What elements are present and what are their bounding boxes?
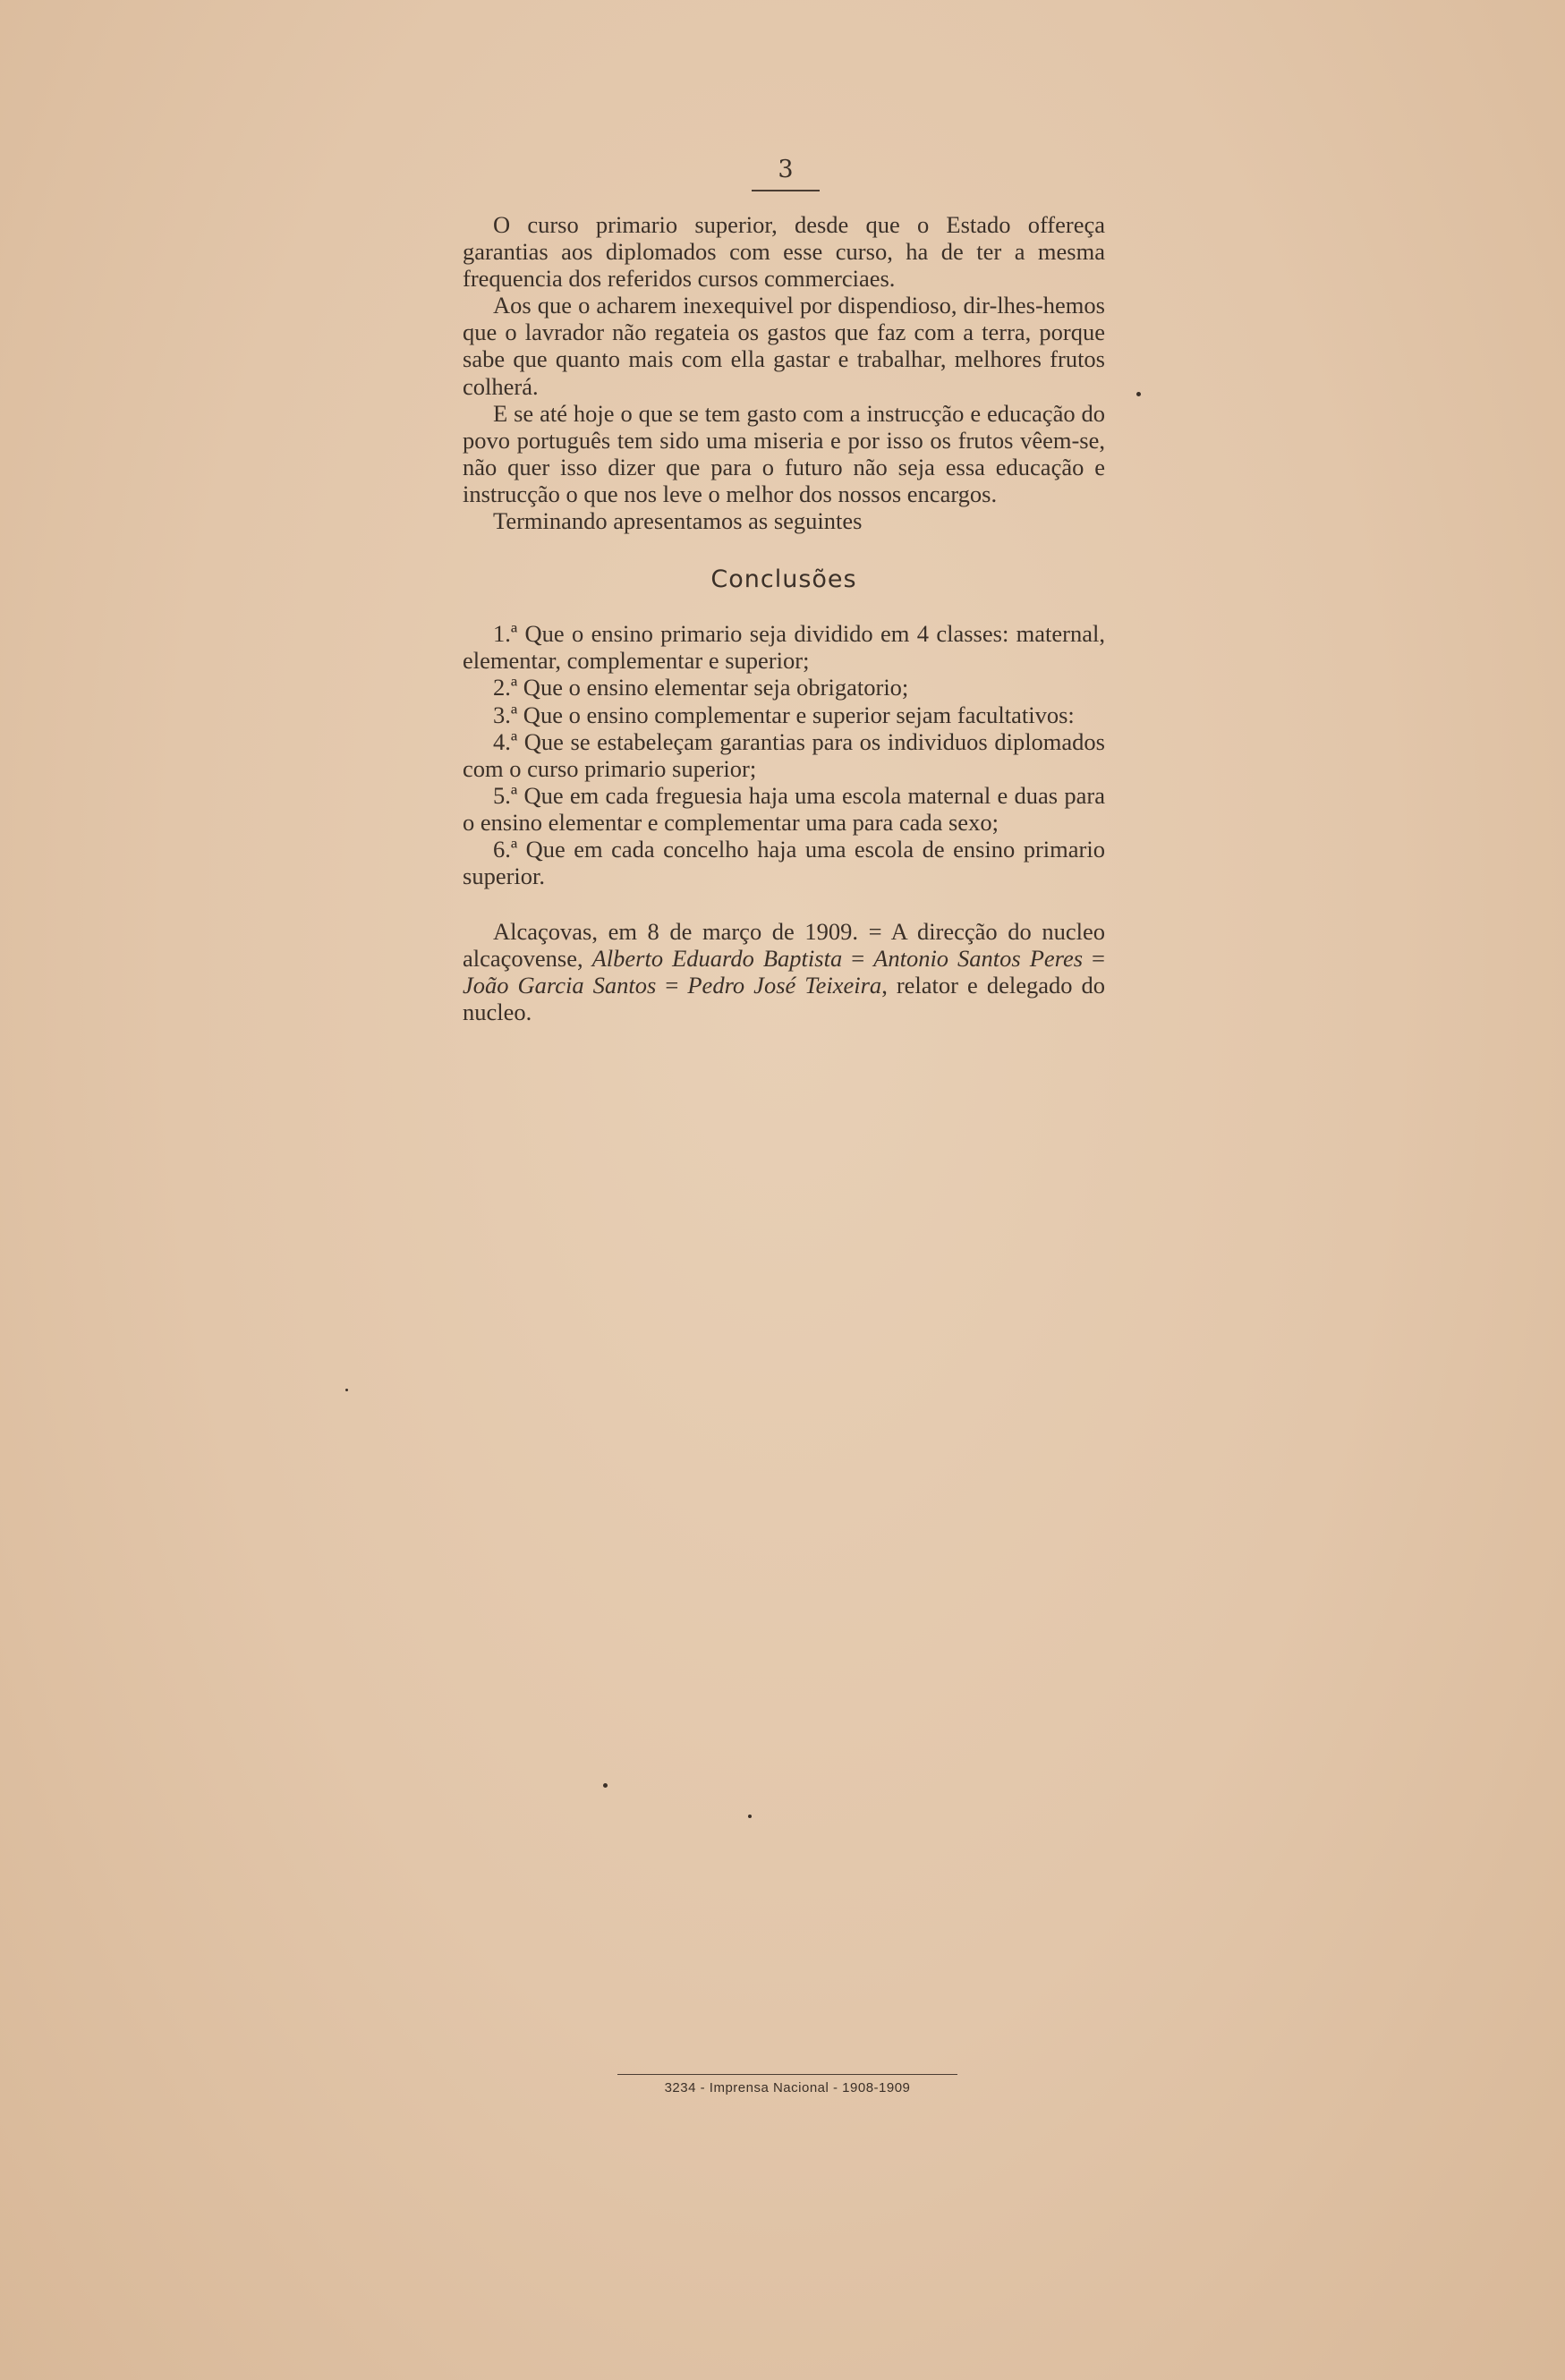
signatory-1: Alberto Eduardo Baptista — [591, 945, 843, 973]
signature-separator: = — [842, 945, 874, 973]
main-text — [463, 211, 1105, 1026]
conclusion-1: 1.ª Que o ensino primario seja dividido em 4 classes: maternal, elementar, complementar e superior; — [463, 620, 1105, 675]
signatory-2: Antonio Santos Peres — [873, 945, 1084, 973]
signature-outro: , relator e delegado do nucleo. — [463, 972, 1106, 1026]
conclusion-2: 2.ª Que o ensino elementar seja obrigatorio; — [493, 674, 909, 701]
paper-speck — [345, 1389, 348, 1391]
conclusion-4: 4.ª Que se estabeleçam garantias para os individuos diplomados com o curso primario superior; — [463, 727, 1105, 782]
section-heading: Conclusões — [710, 565, 857, 594]
signatory-4: Pedro José Teixeira — [687, 972, 882, 999]
conclusion-3: 3.ª Que o ensino complementar e superior sejam facultativos: — [493, 701, 1075, 728]
paragraph-1: O curso primario superior, desde que o Estado offereça garantias aos diplomados com esse curso, ha de ter a mesma frequencia dos referidos cursos commerciaes. — [463, 211, 1105, 293]
signature-separator: = — [1083, 945, 1105, 973]
conclusion-6: 6.ª Que em cada concelho haja uma escola de ensino primario superior. — [463, 835, 1105, 890]
paper-speck — [1136, 392, 1141, 396]
footer-rule — [617, 2074, 957, 2075]
page-number: 3 — [752, 154, 820, 191]
paper-speck — [748, 1815, 752, 1818]
paper-speck — [603, 1783, 608, 1788]
signature-intro: Alcaçovas, em 8 de março de 1909. = A direcção do nucleo alcaçovense, — [463, 918, 1105, 973]
signature-block — [463, 918, 1105, 1025]
paragraph-2: Aos que o acharem inexequivel por dispendioso, dir-lhes-hemos que o lavrador não regateia os gastos que faz com a terra, porque sabe que quanto mais com ella gastar e trabalhar, melhores frutos colherá. — [463, 292, 1105, 400]
paragraph-3: E se até hoje o que se tem gasto com a instrucção e educação do povo português tem sido uma miseria e por isso os frutos vêem-se, não quer isso dizer que para o futuro não seja essa educação e instrucção o que nos leve o melhor dos nossos encargos. — [463, 399, 1105, 507]
paragraph-4: Terminando apresentamos as seguintes — [493, 507, 863, 535]
signature-separator: = — [656, 972, 688, 999]
signatory-3: João Garcia Santos — [463, 972, 657, 999]
printer-footer: 3234 - Imprensa Nacional - 1908-1909 — [664, 2080, 911, 2095]
conclusion-5: 5.ª Que em cada freguesia haja uma escola maternal e duas para o ensino elementar e complementar uma para cada sexo; — [463, 781, 1105, 836]
